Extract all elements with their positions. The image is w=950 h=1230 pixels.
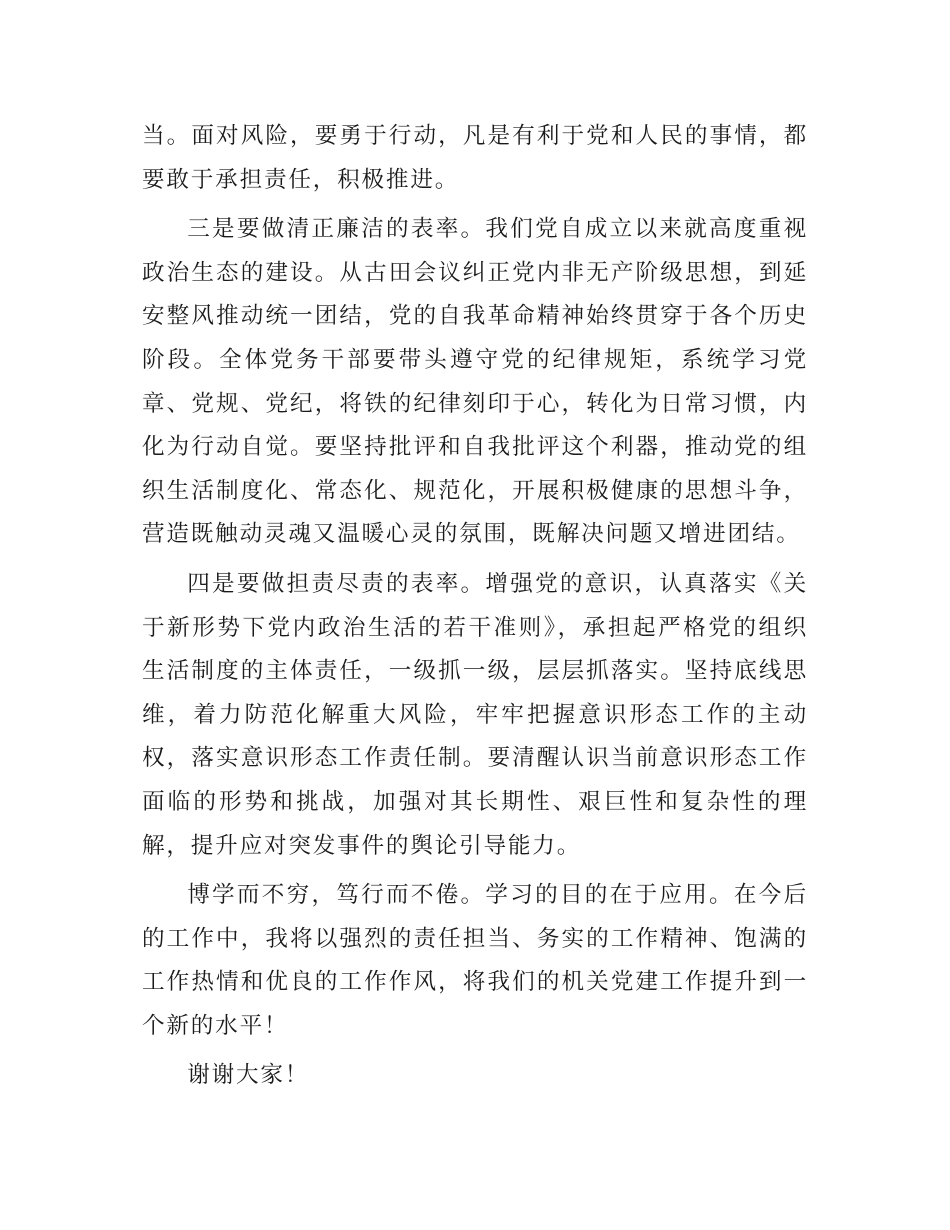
- paragraph-continuation: 当。面对风险，要勇于行动，凡是有利于党和人民的事情，都要敢于承担责任，积极推进。: [142, 123, 808, 193]
- paragraph-thanks: 谢谢大家！: [187, 1062, 310, 1089]
- document-body: [142, 115, 808, 1104]
- paragraph-integrity: 三是要做清正廉洁的表率。我们党自成立以来就高度重视政治生态的建设。从古田会议纠正党内非无产阶级思想，到延安整风推动统一团结，党的自我革命精神始终贯穿于各个历史阶段。全体党务干部要带头遵守党的纪律规矩，系统学习党章、党规、党纪，将铁的纪律刻印于心，转化为日常习惯，内化为行动自觉。要坚持批评和自我批评这个利器，推动党的组织生活制度化、常态化、规范化，开展积极健康的思想斗争，营造既触动灵魂又温暖心灵的氛围，既解决问题又增进团结。: [142, 216, 808, 548]
- paragraph-conclusion: 博学而不穷，笃行而不倦。学习的目的在于应用。在今后的工作中，我将以强烈的责任担当、务实的工作精神、饱满的工作热情和优良的工作作风，将我们的机关党建工作提升到一个新的水平！: [142, 882, 808, 1039]
- paragraph-responsibility: 四是要做担责尽责的表率。增强党的意识，认真落实《关于新形势下党内政治生活的若干准则》，承担起严格党的组织生活制度的主体责任，一级抓一级，层层抓落实。坚持底线思维，着力防范化解重大风险，牢牢把握意识形态工作的主动权，落实意识形态工作责任制。要清醒认识当前意识形态工作面临的形势和挑战，加强对其长期性、艰巨性和复杂性的理解，提升应对突发事件的舆论引导能力。: [142, 570, 808, 859]
